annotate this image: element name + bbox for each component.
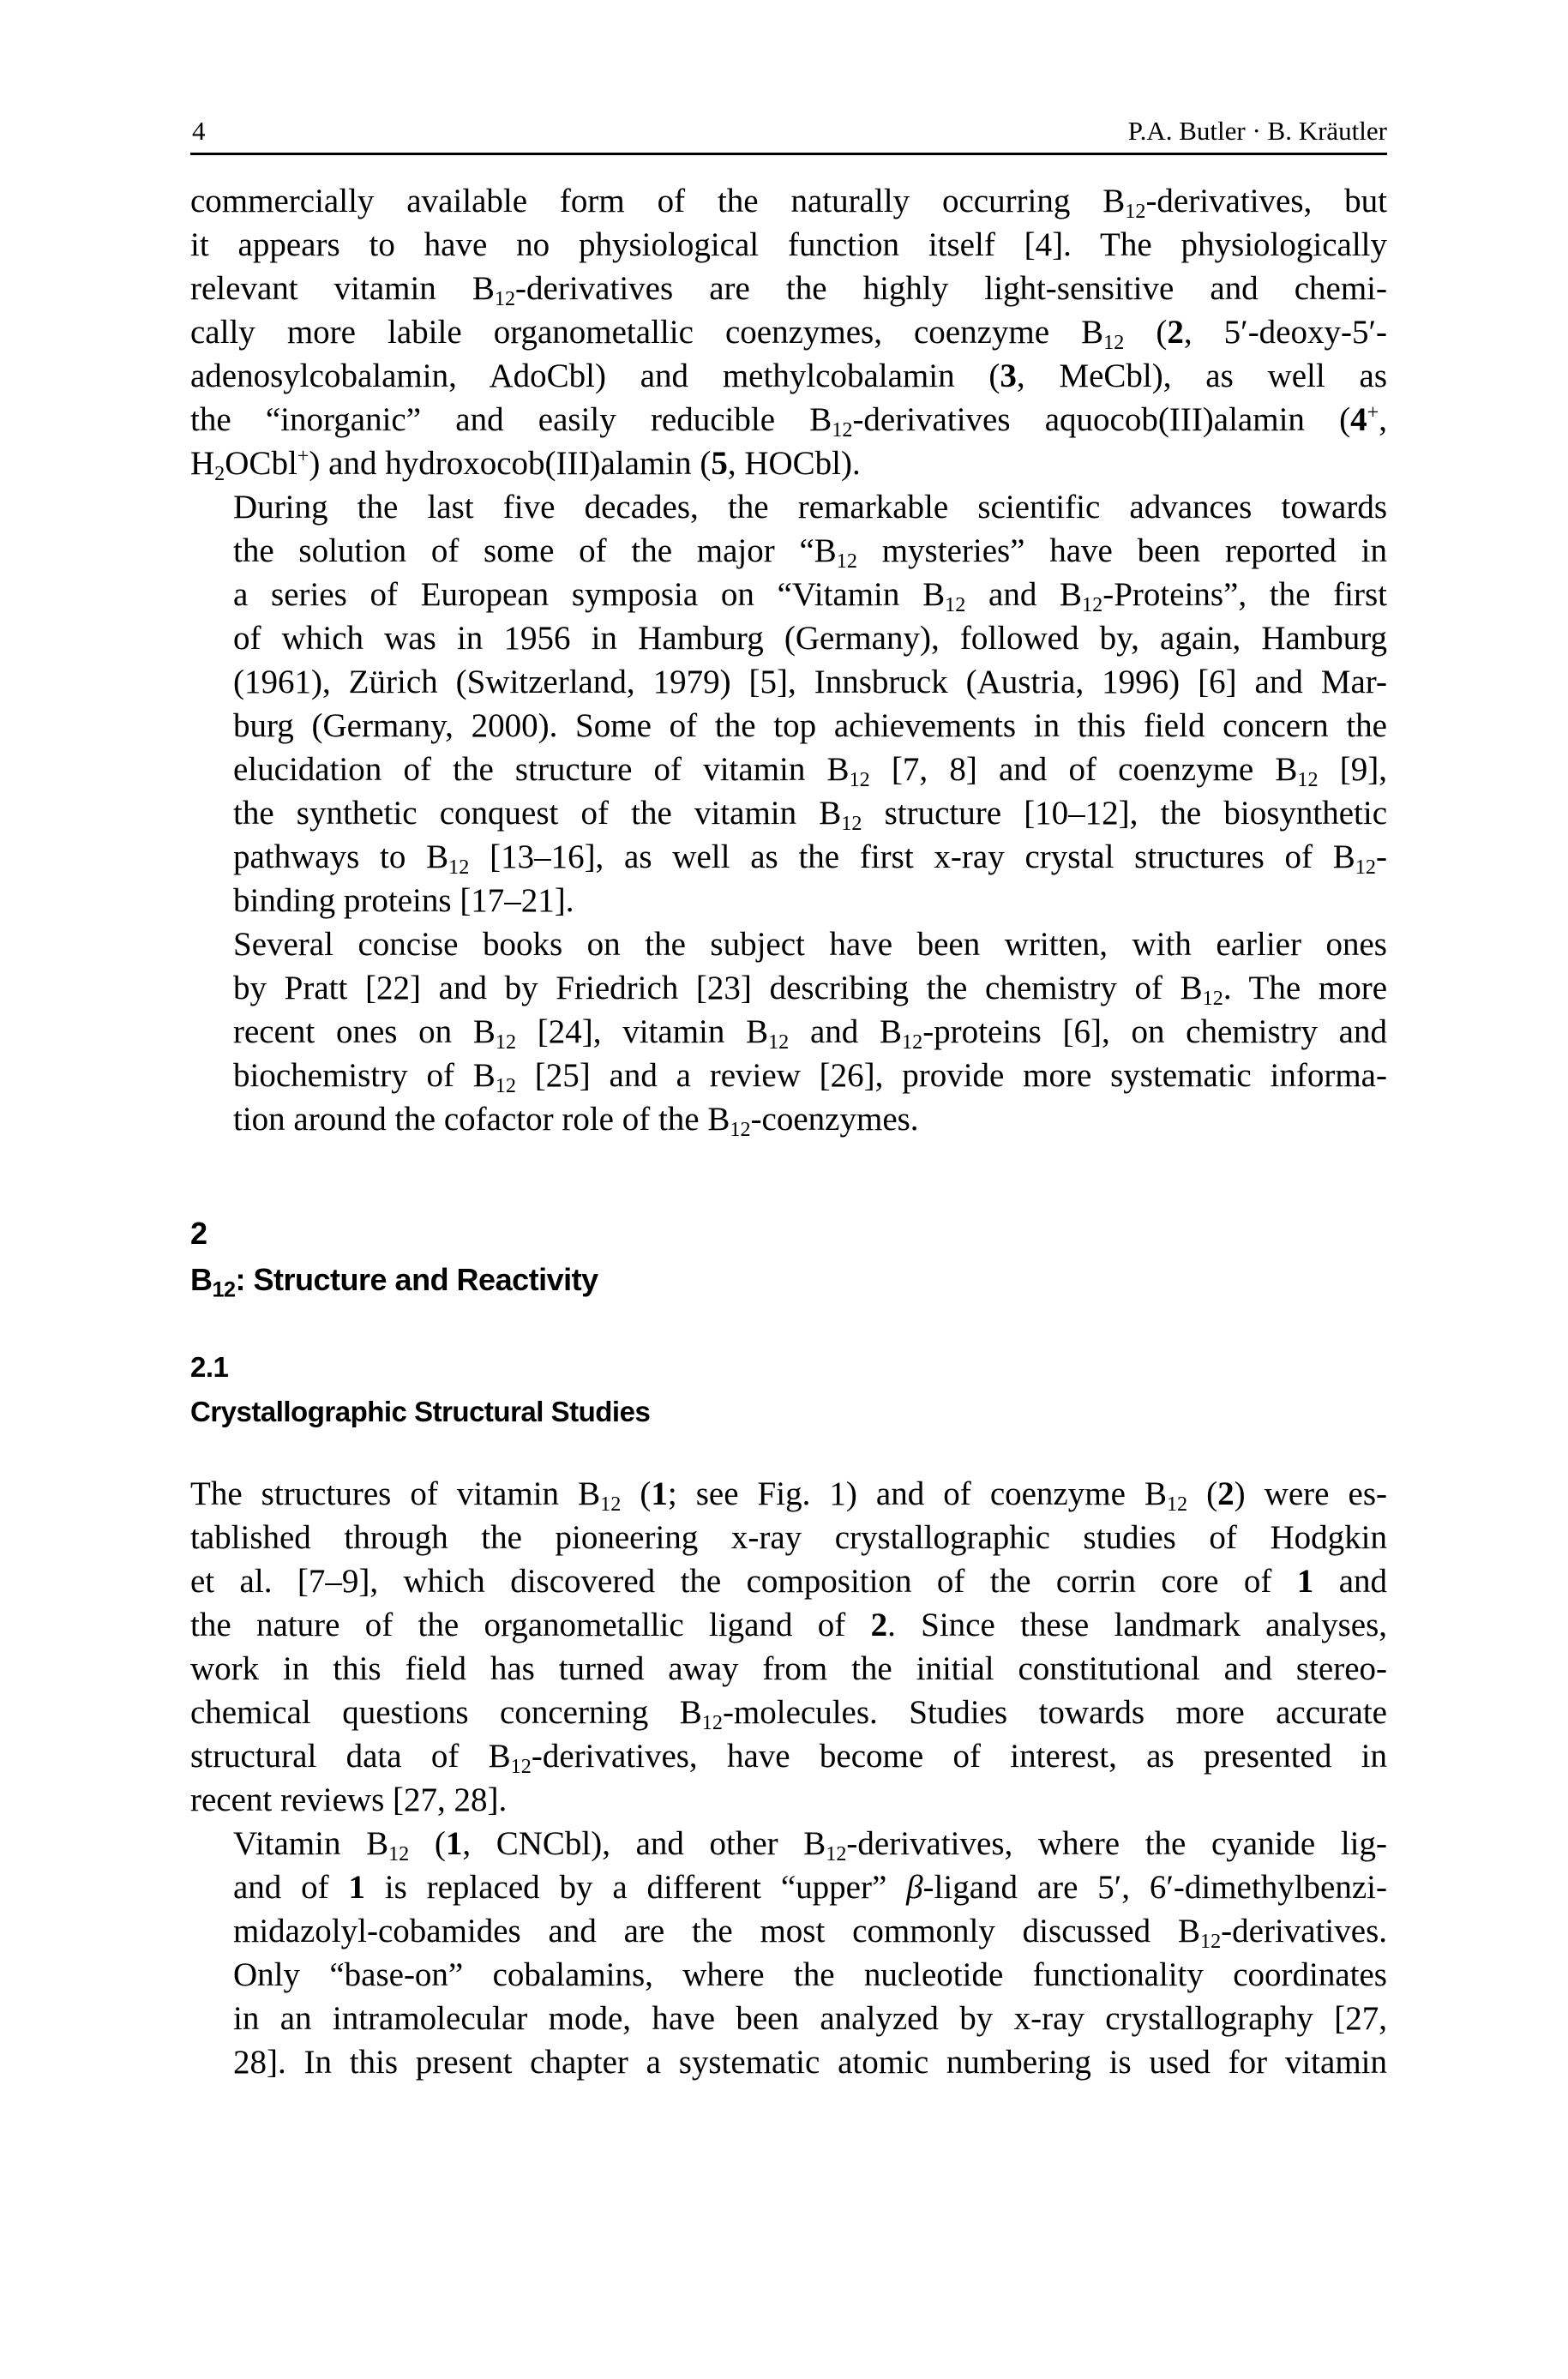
text-line: pathways to $B_{12}$ [13–16], as well as the first x-ray crystal structures of $B_{12}-$: [233, 838, 1387, 879]
text-line: structural data of $B_{12}$-derivatives, have become of interest, as presented in: [190, 1738, 1388, 1778]
text-line: a series of European symposia on “Vitamin $B_{12}$ and $B_{12}$-Proteins”, the first: [233, 576, 1387, 616]
paragraph: [190, 1472, 1387, 1822]
text-line: elucidation of the structure of vitamin $B_{12}$ [7, 8] and of coenzyme $B_{12}$ [9],: [233, 751, 1387, 791]
text-line: recent ones on $B_{12}$ [24], vitamin $B_{12}$ and $B_{12}$-proteins [6], on chemistry and: [233, 1013, 1387, 1054]
paragraph: [190, 922, 1387, 1141]
paragraph: [190, 485, 1387, 922]
section-heading: [190, 1211, 1387, 1302]
section-number: 2: [190, 1216, 207, 1251]
header-rule: [190, 153, 1387, 155]
text-line: the solution of some of the major “$B_{12}$ mysteries” have been reported in: [233, 532, 1387, 573]
text-line: the synthetic conquest of the vitamin $B_{12}$ structure [10–12], the biosynthetic: [233, 795, 1387, 835]
text-line: cally more labile organometallic coenzymes, coenzyme $B_{12}$ (2, 5′-deoxy-5′-: [190, 314, 1387, 354]
text-line: Only “base-on” cobalamins, where the nucleotide functionality coordinates: [233, 1956, 1387, 1993]
text-line: During the last five decades, the remarkable scientific advances towards: [233, 489, 1387, 526]
text-line: adenosylcobalamin, AdoCbl) and methylcobalamin (3, MeCbl), as well as: [190, 357, 1387, 394]
text-line: midazolyl-cobamides and are the most commonly discussed $B_{12}$-derivatives.: [233, 1913, 1387, 1953]
text-line: Vitamin $B_{12}$ (1, CNCbl), and other $B_{12}$-derivatives, where the cyanide lig-: [233, 1825, 1387, 1865]
subsection-number: 2.1: [190, 1351, 229, 1383]
subsection-heading: [190, 1345, 1387, 1434]
subsection-body: [190, 1472, 1387, 2084]
section-title: $B_{12}$: Structure and Reactivity: [190, 1262, 598, 1302]
document-page: [190, 111, 1387, 2084]
text-line: The structures of vitamin $B_{12}$ (1; see Fig. 1) and of coenzyme $B_{12}$ (2) were es-: [190, 1475, 1388, 1516]
text-line: (1961), Zürich (Switzerland, 1979) [5], Innsbruck (Austria, 1996) [6] and Mar-: [233, 664, 1387, 700]
text-line: work in this field has turned away from the initial constitutional and stereo-: [190, 1650, 1387, 1687]
page-number: 4: [192, 116, 206, 146]
text-line: biochemistry of $B_{12}$ [25] and a review [26], provide more systematic informa-: [233, 1057, 1387, 1097]
intro-paragraphs: [190, 179, 1387, 1141]
running-authors: P.A. Butler · B. Kräutler: [1127, 116, 1387, 146]
text-line: the nature of the organometallic ligand of 2. Since these landmark analyses,: [190, 1607, 1387, 1643]
text-line: binding proteins [17–21].: [233, 882, 574, 919]
intro-body: [190, 179, 1387, 1141]
text-line: of which was in 1956 in Hamburg (Germany), followed by, again, Hamburg: [233, 620, 1387, 657]
text-line: burg (Germany, 2000). Some of the top achievements in this field concern the: [233, 707, 1387, 744]
text-line: by Pratt [22] and by Friedrich [23] describing the chemistry of $B_{12}$. The more: [233, 970, 1388, 1010]
text-line: $H_2OCbl^+$) and hydroxocob(III)alamin (5, HOCbl).: [190, 444, 861, 485]
text-line: the “inorganic” and easily reducible $B_{12}$-derivatives aquocob(III)alamin (4+,: [190, 400, 1388, 442]
text-line: in an intramolecular mode, have been analyzed by x-ray crystallography [27,: [233, 2000, 1387, 2037]
text-line: it appears to have no physiological function itself [4]. The physiologically: [190, 226, 1387, 263]
text-line: and of 1 is replaced by a different “upper” β-ligand are 5′, 6′-dimethylbenzi-: [233, 1869, 1387, 1906]
subsection-title: Crystallographic Structural Studies: [190, 1396, 651, 1427]
paragraph: [190, 179, 1387, 485]
text-line: Several concise books on the subject have been written, with earlier ones: [233, 926, 1387, 963]
text-line: tablished through the pioneering x-ray crystallographic studies of Hodgkin: [190, 1519, 1387, 1556]
running-header: [190, 111, 1387, 151]
text-line: tion around the cofactor role of the $B_{12}$-coenzymes.: [233, 1101, 919, 1141]
paragraph: [190, 1822, 1387, 2084]
text-line: 28]. In this present chapter a systematic atomic numbering is used for vitamin: [233, 2044, 1387, 2081]
subsection-paragraphs: [190, 1472, 1387, 2084]
text-line: chemical questions concerning $B_{12}$-molecules. Studies towards more accurate: [190, 1694, 1387, 1734]
text-line: et al. [7–9], which discovered the composition of the corrin core of 1 and: [190, 1563, 1388, 1600]
text-line: relevant vitamin $B_{12}$-derivatives are the highly light-sensitive and chemi-: [190, 270, 1387, 310]
text-line: commercially available form of the naturally occurring $B_{12}$-derivatives, but: [190, 183, 1387, 223]
text-line: recent reviews [27, 28].: [190, 1781, 508, 1818]
